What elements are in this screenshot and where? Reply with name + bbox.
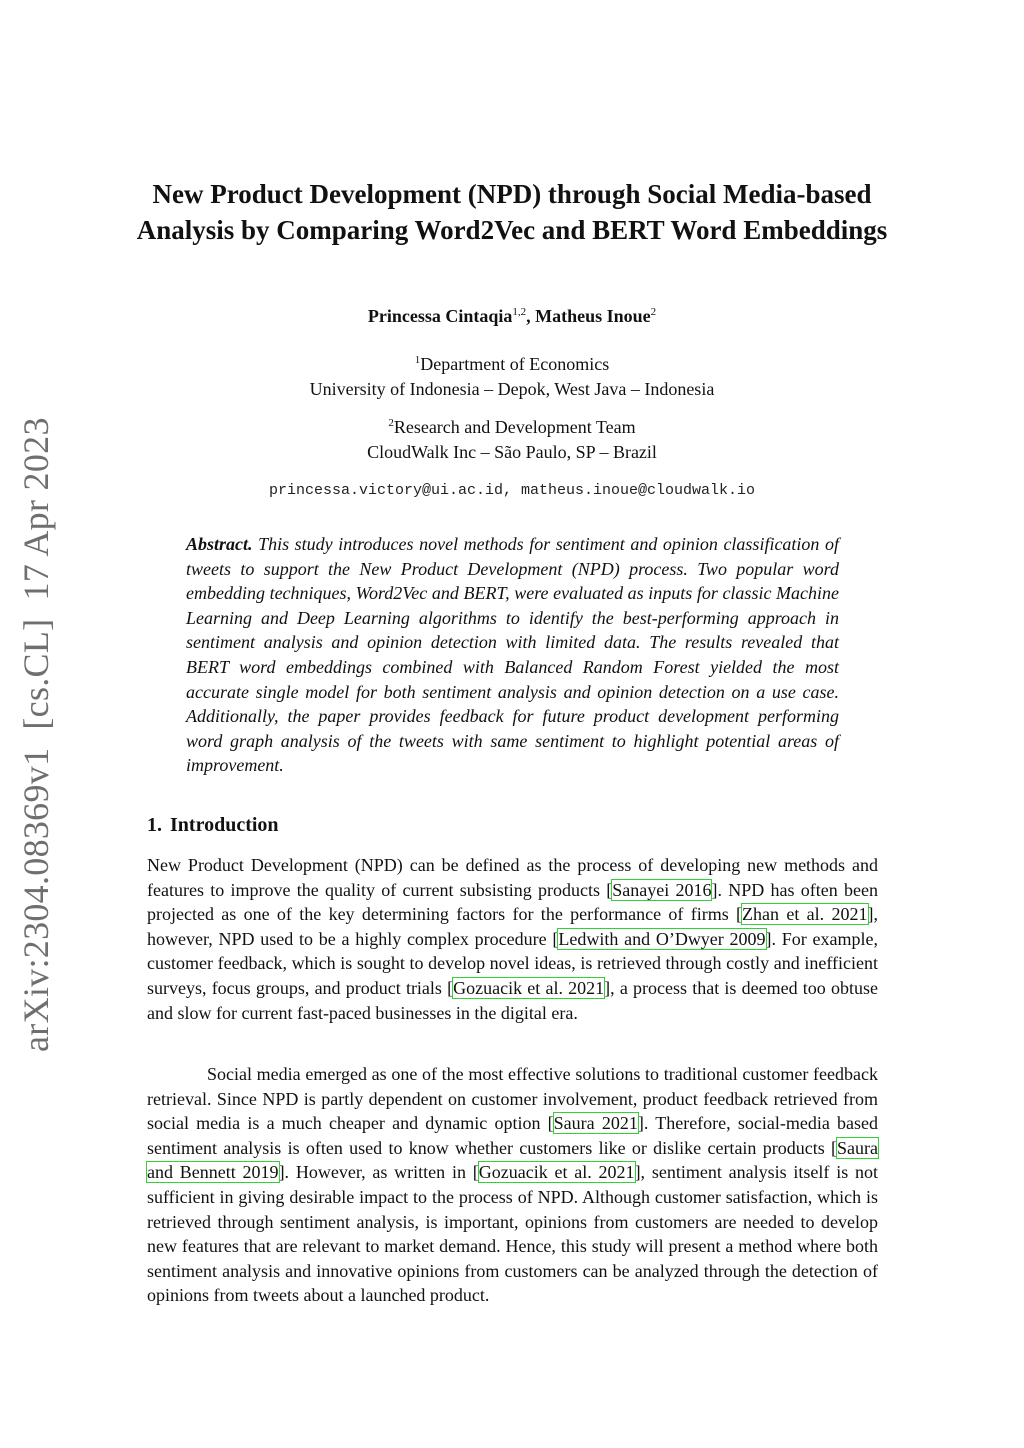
abstract-text: This study introduces novel methods for sentiment and opinion classification of tweets to support the New Product Development (NPD) process. Two popular word embedding techniques, Word2Vec and BERT, were evaluated as inputs for classic Machine Learning and Deep Learning algorithms to identify the best-performing approach in sentiment analysis and opinion detection with limited data. The results revealed that BERT word embeddings combined with Balanced Random Forest yielded the most accurate single model for both sentiment analysis and opinion detection on a use case. Additionally, the paper provides feedback for future product development performing word graph analysis of the tweets with same sentiment to highlight potential areas of improvement. — [186, 534, 839, 776]
citation-link[interactable]: Sanayei 2016 — [612, 879, 712, 900]
intro-paragraph-1 — [147, 853, 878, 1025]
arxiv-id: arXiv:2304.08369v1 — [16, 747, 56, 1052]
affiliation-institution: CloudWalk Inc – São Paulo, SP – Brazil — [367, 442, 657, 462]
affiliation-mark: 1 — [414, 354, 421, 366]
affiliation-1 — [120, 348, 904, 402]
section-heading-introduction — [147, 812, 547, 838]
citation-link[interactable]: Zhan et al. 2021 — [742, 904, 868, 925]
arxiv-margin-stamp — [6, 417, 66, 1052]
paragraph-text: ]. Therefore, social-media based sentiment analysis is often used to know whether customers like or dislike certain products [ — [147, 1113, 878, 1158]
citation-link[interactable]: Gozuacik et al. 2021 — [453, 977, 605, 998]
paragraph-text: ]. NPD has often been projected as one of the key determining factors for the performance of firms [ — [147, 879, 878, 925]
author-separator: , — [526, 306, 536, 326]
affiliation-dept: Department of Economics — [420, 354, 610, 374]
paragraph-text: New Product Development (NPD) can be defined as the process of developing new methods and features to improve the quality of current subsisting products [ — [147, 855, 878, 900]
section-title: Introduction — [170, 814, 279, 836]
affiliation-institution: University of Indonesia – Depok, West Java – Indonesia — [309, 379, 715, 399]
arxiv-category: [cs.CL] — [16, 618, 56, 730]
affiliation-mark: 2 — [388, 417, 394, 429]
paragraph-text: ], a process that is deemed too obtuse and slow for current fast-paced businesses in the digital era. — [147, 977, 878, 1023]
paper-title: New Product Development (NPD) through Social Media-based Analysis by Comparing Word2Vec and BERT Word Embeddings — [136, 179, 888, 245]
citation-link[interactable]: Saura and Bennett 2019 — [147, 1137, 878, 1183]
abstract — [186, 532, 839, 778]
citation-link[interactable]: Ledwith and O’Dwyer 2009 — [558, 928, 766, 949]
paragraph-text: Social media emerged as one of the most effective solutions to traditional customer feedback retrieval. Since NPD is partly dependent on customer involvement, product feedback retrieved from social media is a much cheaper and dynamic option [ — [147, 1064, 878, 1134]
abstract-label: Abstract. — [186, 534, 253, 554]
paragraph-text: ]. However, as written in [ — [278, 1162, 479, 1183]
author-list — [120, 300, 904, 328]
citation-link[interactable]: Gozuacik et al. 2021 — [478, 1162, 635, 1183]
author-name: Matheus Inoue — [535, 306, 651, 326]
intro-paragraph-2 — [147, 1062, 878, 1308]
affiliation-dept: Research and Development Team — [393, 417, 636, 437]
author-emails[interactable]: princessa.victory@ui.ac.id, matheus.inoue@cloudwalk.io — [268, 482, 756, 499]
author-affil-marks: 2 — [650, 306, 657, 318]
author-affil-marks: 1,2 — [512, 306, 527, 318]
paragraph-text: ], however, NPD used to be a highly complex procedure [ — [147, 904, 878, 949]
arxiv-date: 17 Apr 2023 — [16, 417, 56, 601]
citation-link[interactable]: Saura 2021 — [553, 1113, 638, 1134]
author-name: Princessa Cintaqia — [367, 306, 513, 326]
paragraph-text: ]. For example, customer feedback, which is sought to develop novel ideas, is retrieved through costly and inefficient surveys, focus groups, and product trials [ — [147, 928, 879, 998]
section-number: 1. — [147, 814, 162, 836]
paragraph-text: ], sentiment analysis itself is not sufficient in giving desirable impact to the process of NPD. Although customer satisfaction, which is retrieved through sentiment analysis, is important, opinions from customers are needed to develop new features that are relevant to market demand. Hence, this study will present a method where both sentiment analysis and innovative opinions from customers can be analyzed through the detection of opinions from tweets about a launched product. — [147, 1162, 878, 1306]
affiliation-2 — [120, 411, 904, 465]
